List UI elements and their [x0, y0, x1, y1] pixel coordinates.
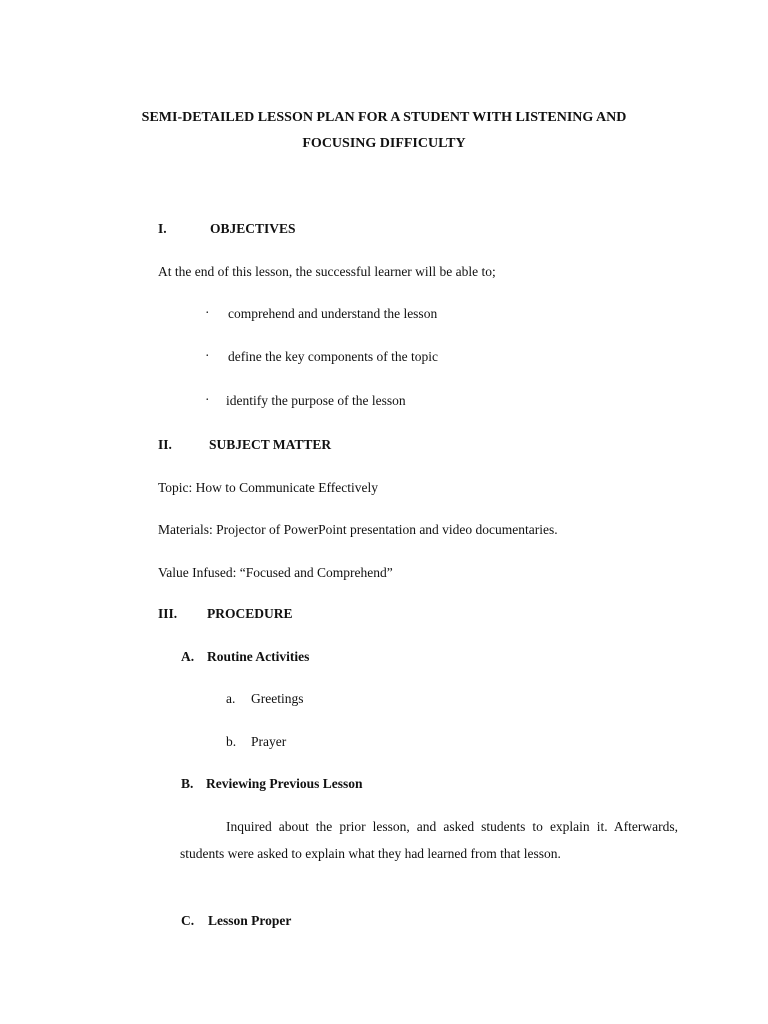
subsection-heading-routine-activities: Routine Activities — [207, 649, 310, 664]
section-numeral-subject-matter: II. — [158, 437, 172, 452]
objective-item: identify the purpose of the lesson — [226, 393, 406, 408]
objective-item: comprehend and understand the lesson — [228, 306, 438, 321]
section-numeral-procedure: III. — [158, 606, 178, 621]
title-line-1: SEMI-DETAILED LESSON PLAN FOR A STUDENT WITH LISTENING AND — [141, 110, 627, 125]
subsection-heading-lesson-proper: Lesson Proper — [208, 913, 292, 928]
materials-line: Materials: Projector of PowerPoint presentation and video documentaries. — [158, 522, 558, 537]
subsection-letter-b: B. — [181, 776, 194, 791]
section-heading-subject-matter: SUBJECT MATTER — [209, 437, 332, 452]
subsection-heading-reviewing-previous-lesson: Reviewing Previous Lesson — [206, 776, 363, 791]
list-marker: b. — [226, 734, 237, 749]
reviewing-paragraph-text: Inquired about the prior lesson, and asked students to explain it. Afterwards, students were asked to explain what they had learned from that lesson. — [180, 819, 678, 861]
objective-item: define the key components of the topic — [228, 349, 438, 364]
value-infused-line: Value Infused: “Focused and Comprehend” — [158, 565, 393, 580]
subsection-letter-a: A. — [181, 649, 195, 664]
topic-line: Topic: How to Communicate Effectively — [158, 480, 379, 495]
routine-item-greetings: Greetings — [251, 691, 304, 706]
section-numeral-objectives: I. — [158, 221, 167, 236]
subsection-letter-c: C. — [181, 913, 195, 928]
bullet-marker: · — [205, 348, 210, 363]
list-marker: a. — [226, 691, 236, 706]
routine-item-prayer: Prayer — [251, 734, 287, 749]
bullet-marker: · — [205, 305, 210, 320]
objectives-intro: At the end of this lesson, the successful learner will be able to; — [158, 264, 496, 279]
title-line-2: FOCUSING DIFFICULTY — [302, 136, 466, 151]
bullet-marker: · — [205, 392, 210, 407]
section-heading-objectives: OBJECTIVES — [210, 221, 296, 236]
section-heading-procedure: PROCEDURE — [207, 606, 293, 621]
reviewing-paragraph — [180, 813, 678, 867]
